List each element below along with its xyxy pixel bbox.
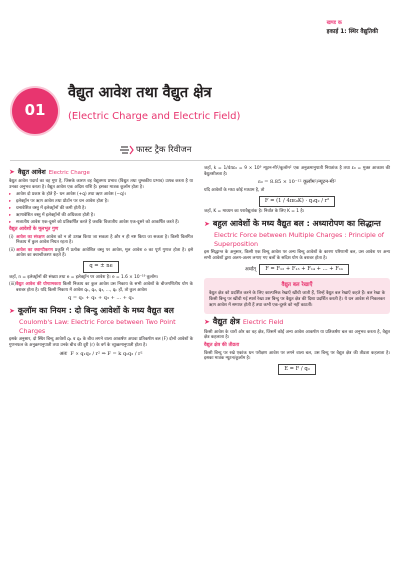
numbered-item: (i) आवेश का संरक्षण आवेश को न तो उत्पन्न किया जा सकता है और न ही नष्ट किया जा सकता है। किसी विलगित निकाय में कुल आवेश नियत रहता है। [9,234,193,246]
formula: q = q₁ + q₂ + q₃ + ... + qₙ [68,295,134,302]
list-item: ▸ इलेक्ट्रॉन पर ऋण आवेश तथा प्रोटॉन पर धन आवेश होता है। [9,199,193,205]
formula-box: F = (1 / 4πε₀K) · q₁q₂ / r² [259,196,335,208]
numbered-item: (ii) आवेश का क्वान्टीकरण प्रकृति में प्रत्येक आवेशित वस्तु पर आवेश, मूल आवेश e का पूर्ण गुणज होता है। इसे आवेश का क्वान्टीकरण कहते हैं। [9,247,193,259]
paragraph: जहाँ, n = इलेक्ट्रॉनों की संख्या तथा e = इलेक्ट्रॉन पर आवेश है। e = 1.6 × 10⁻¹⁹ कूलॉम। [9,274,159,280]
list-item: ▸ ऋणावेशित वस्तु में इलेक्ट्रॉनों की अधिकता होती है। [9,213,193,219]
arrow-icon: ➤ [9,306,15,315]
info-box [204,278,390,314]
paragraph: किसी बिन्दु पर रखे एकांक धन परीक्षण आवेश पर लगने वाला बल, उस बिन्दु पर वैद्युत क्षेत्र की तीव्रता कहलाता है। इसका मात्रक न्यूटन/कूलॉम है। [204,350,390,362]
divider [10,160,390,161]
arrow-icon: ➤ [204,219,210,228]
section-heading-english: Electric Force between Multiple Charges : Principle of Superposition [214,231,385,248]
formula-box: q = ± ne [83,261,118,273]
paragraph: यदि आवेशों के मध्य कोई माध्यम है, तो [204,187,265,193]
bullet-list [9,192,193,225]
paragraph: इसके अनुसार, दो स्थिर बिन्दु आवेशों q₁ व q₂ के बीच लगने वाला आकर्षण अथवा प्रतिकर्षण बल (F) दोनों आवेशों के गुणनफल के अनुक्रमानुपाती तथा उनके बीच की दूरी (r) के वर्ग के व्युत्क्रमानुपाती होता है। [9,337,193,349]
subsection-heading: वैद्युत क्षेत्र की तीव्रता [204,342,240,348]
arrow-icon: ➤ [204,318,210,327]
formula-box: E = F / q₀ [278,364,315,376]
list-item: ▸ धनावेशित वस्तु में इलेक्ट्रॉनों की कमी होती है। [9,206,193,212]
arrow-icon: ➤ [9,168,15,176]
section-heading: ➤ वैद्युत क्षेत्र Electric Field [204,317,284,327]
chapter-number-badge: 01 [12,88,58,134]
unit-label: इकाई 1: स्थिर वैद्युतिकी [326,28,378,35]
formula-box: F = F₁₂ + F₁₃ + F₁₄ + ... + F₁ₙ [259,264,349,276]
formula: ε₀ = 8.85 × 10⁻¹² कूलॉम²/न्यूटन-मी² [258,179,336,186]
left-column: ➤ वैद्युत आवेश Electric Charge वैद्युत आवेश पदार्थ का वह गुण है, जिसके कारण वह वैद्युतमय प्रभाव (विद्युत तथा चुम्बकीय प्रभाव) उत्पन्न करता है या उनका अनुभव करता है। वैद्युत आवेश एक अदिश राशि है। इसका मात्रक कूलॉम होता है। ▸ आवेश दो प्रकार के होते हैं– धन आवेश (+q) तथा ऋण आवेश (−q)। ▸ इलेक्ट्रॉन पर ऋण आवेश तथा प्रोटॉन पर धन आवेश होता है। ▸ धनावेशित वस्तु में इलेक्ट्रॉनों की कमी होती है। ▸ ऋणावेशित वस्तु में इलेक्ट्रॉनों की अधिकता होती है। ▸ सजातीय आवेश एक-दूसरे को प्रतिकर्षित करते हैं जबकि विजातीय आवेश एक-दूसरे को आकर्षित करते हैं। वैद्युत आवेशों के मूलभूत गुण (i) आवेश का संरक्षण आवेश को न तो उत्पन्न किया जा सकता है और न ही नष्ट किया जा सकता है। किसी विलगित निकाय में कुल आवेश नियत रहता है। (ii) आवेश का क्वान्टीकरण प्रकृति में प्रत्येक आवेशित वस्तु पर आवेश, मूल आवेश e का पूर्ण गुणज होता है। इसे आवेश का क्वान्टीकरण कहते हैं। q = ± ne जहाँ, n = इलेक्ट्रॉनों की संख्या तथा e = इलेक्ट्रॉन पर आवेश है। e = 1.6 × 10⁻¹⁹ कूलॉम। (iii) वैद्युत आवेश की योगात्मकता किसी निकाय का कुल आवेश उस निकाय के सभी आवेशों के बीजगणितीय योग के बराबर होता है। यदि किसी निकाय में आवेश q₁, q₂, q₃, ..., qₙ हों, तो कुल आवेश q = q₁ + q₂ + q₃ + ... + qₙ ➤ कूलॉम का नियम : दो बिन्दु आवेशों के मध्य वैद्युत बल Coulomb's Law: Electric Force between Two Point Charges इसके अनुसार, दो स्थिर बिन्दु आवेशों q₁ व q₂ के बीच लगने वाला आकर्षण अथवा प्रतिकर्षण बल (F) दोनों आवेशों के गुणनफल के अनुक्रमानुपाती तथा उनके बीच की दूरी (r) के वर्ग के व्युत्क्रमानुपाती होता है। अतः F ∝ q₁q₂ / r² ⇒ F = k q₁q₂ / r² [9,166,193,359]
chapter-title-english: (Electric Charge and Electric Field) [68,111,241,122]
numbered-item: (iii) वैद्युत आवेश की योगात्मकता किसी निकाय का कुल आवेश उस निकाय के सभी आवेशों के बीजगणितीय योग के बराबर होता है। यदि किसी निकाय में आवेश q₁, q₂, q₃, ..., qₙ हों, तो कुल आवेश [9,281,193,293]
section-heading: ➤ वैद्युत आवेश Electric Charge [9,168,90,176]
coulomb-formula: F ∝ q₁q₂ / r² ⇒ F = k q₁q₂ / r² [70,350,143,357]
section-heading: ➤ कूलॉम का नियम : दो बिन्दु आवेशों के मध्य वैद्युत बल [9,305,174,315]
page-header [327,20,378,37]
section-heading-english: Coulomb's Law: Electric Force between Two Point Charges [19,318,176,335]
part-label: खण्ड क [326,20,342,26]
paragraph: वैद्युत आवेश पदार्थ का वह गुण है, जिसके कारण वह वैद्युतमय प्रभाव (विद्युत तथा चुम्बकीय प्रभाव) उत्पन्न करता है या उनका अनुभव करता है। वैद्युत आवेश एक अदिश राशि है। इसका मात्रक कूलॉम होता है। [9,179,193,190]
fast-track-revision-heading: फास्ट ट्रैक रिवीजन [136,144,192,154]
fast-track-icon [120,145,134,155]
paragraph: जहाँ, K = माध्यम का परावैद्युतांक है। निर्वात के लिए K = 1 है। [204,209,305,215]
list-item: ▸ सजातीय आवेश एक-दूसरे को प्रतिकर्षित करते हैं जबकि विजातीय आवेश एक-दूसरे को आकर्षित करते हैं। [9,220,193,226]
paragraph: इस सिद्धान्त के अनुसार, किसी एक बिन्दु आवेश पर अन्य बिन्दु आवेशों के कारण परिणामी बल, उस आवेश पर अन्य सभी आवेशों द्वारा अलग-अलग लगाए गए बलों के सदिश योग के बराबर होता है। [204,250,390,262]
paragraph: किसी आवेश के चारों ओर का वह क्षेत्र, जिसमें कोई अन्य आवेश आकर्षण या प्रतिकर्षण बल का अनुभव करता है, वैद्युत क्षेत्र कहलाता है। [204,329,390,341]
right-column: जहाँ, k = 1/4πε₀ = 9 × 10⁹ न्यूटन-मी²/कूलॉम² एक अनुक्रमानुपाती नियतांक है तथा ε₀ = मुक्त आकाश की वैद्युतशीलता है। ε₀ = 8.85 × 10⁻¹² कूलॉम²/न्यूटन-मी² यदि आवेशों के मध्य कोई माध्यम है, तो F = (1 / 4πε₀K) · q₁q₂ / r² जहाँ, K = माध्यम का परावैद्युतांक है। निर्वात के लिए K = 1 है। ➤ बहुल आवेशों के मध्य वैद्युत बल : अध्यारोपण का सिद्धान्त Electric Force between Multiple Charges : Principle of Superposition इस सिद्धान्त के अनुसार, किसी एक बिन्दु आवेश पर अन्य बिन्दु आवेशों के कारण परिणामी बल, उस आवेश पर अन्य सभी आवेशों द्वारा अलग-अलग लगाए गए बलों के सदिश योग के बराबर होता है। अर्थात् F = F₁₂ + F₁₃ + F₁₄ + ... + F₁ₙ वैद्युत बल रेखाएँ वैद्युत क्षेत्र को प्रदर्शित करने के लिए काल्पनिक रेखाएँ खींची जाती हैं, जिन्हें वैद्युत बल रेखाएँ कहते हैं। बल रेखा के किसी बिन्दु पर खींची गई स्पर्श रेखा उस बिन्दु पर वैद्युत क्षेत्र की दिशा प्रदर्शित करती है। ये धन आवेश से निकलकर ऋण आवेश में समाप्त होती हैं तथा कभी एक-दूसरे को नहीं काटतीं। ➤ वैद्युत क्षेत्र Electric Field किसी आवेश के चारों ओर का वह क्षेत्र, जिसमें कोई अन्य आवेश आकर्षण या प्रतिकर्षण बल का अनुभव करता है, वैद्युत क्षेत्र कहलाता है। वैद्युत क्षेत्र की तीव्रता किसी बिन्दु पर रखे एकांक धन परीक्षण आवेश पर लगने वाला बल, उस बिन्दु पर वैद्युत क्षेत्र की तीव्रता कहलाता है। इसका मात्रक न्यूटन/कूलॉम है। E = F / q₀ [204,166,390,377]
info-box-title: वैद्युत बल रेखाएँ [281,282,313,289]
list-item: ▸ आवेश दो प्रकार के होते हैं– धन आवेश (+q) तथा ऋण आवेश (−q)। [9,192,193,198]
subsection-heading: वैद्युत आवेशों के मूलभूत गुण [9,226,59,232]
paragraph: वैद्युत क्षेत्र को प्रदर्शित करने के लिए काल्पनिक रेखाएँ खींची जाती हैं, जिन्हें वैद्युत बल रेखाएँ कहते हैं। बल रेखा के किसी बिन्दु पर खींची गई स्पर्श रेखा उस बिन्दु पर वैद्युत क्षेत्र की दिशा प्रदर्शित करती है। ये धन आवेश से निकलकर ऋण आवेश में समाप्त होती हैं तथा कभी एक-दूसरे को नहीं काटतीं। [209,291,385,308]
section-heading: ➤ बहुल आवेशों के मध्य वैद्युत बल : अध्यारोपण का सिद्धान्त [204,218,381,228]
paragraph: जहाँ, k = 1/4πε₀ = 9 × 10⁹ न्यूटन-मी²/कूलॉम² एक अनुक्रमानुपाती नियतांक है तथा ε₀ = मुक्त आकाश की वैद्युतशीलता है। [204,166,390,177]
chapter-title-hindi: वैद्युत आवेश तथा वैद्युत क्षेत्र [68,85,212,101]
